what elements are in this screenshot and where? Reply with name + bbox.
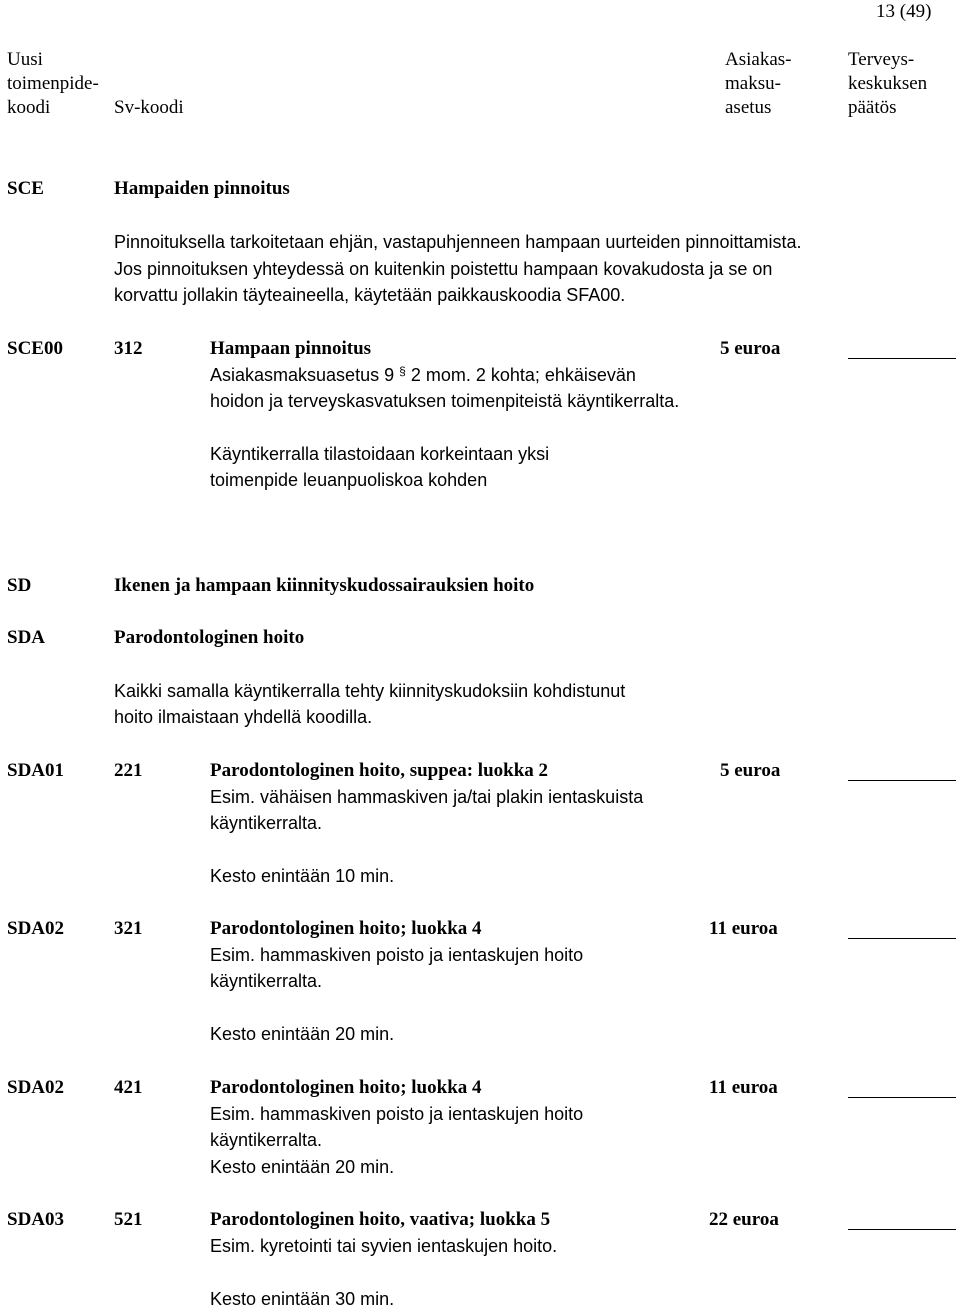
header-new-code-line2: toimenpide- <box>7 73 99 94</box>
entry-code: SCE00 <box>7 338 63 359</box>
entry-code: SDA01 <box>7 760 65 781</box>
decision-blank-line <box>848 1097 956 1098</box>
entry-title: Parodontologinen hoito; luokka 4 <box>210 1077 482 1098</box>
decision-blank-line <box>848 358 956 359</box>
entry-title: Parodontologinen hoito, suppea: luokka 2 <box>210 760 549 781</box>
section-code-sd: SD <box>7 575 32 596</box>
entry-legal-reference: Asiakasmaksuasetus 9 § 2 mom. 2 kohta; ehkäisevän <box>210 364 636 385</box>
entry-code: SDA02 <box>7 1077 65 1098</box>
entry-title: Parodontologinen hoito; luokka 4 <box>210 918 482 939</box>
entry-duration: Kesto enintään 20 min. <box>210 1024 395 1044</box>
entry-fee: 11 euroa <box>709 1077 778 1098</box>
entry-legal-reference-line2: hoidon ja terveyskasvatuksen toimenpiteistä käyntikerralta. <box>210 391 680 411</box>
entry-title: Parodontologinen hoito, vaativa; luokka 5 <box>210 1209 551 1230</box>
entry-example-line1: Esim. hammaskiven poisto ja ientaskujen hoito <box>210 945 584 965</box>
decision-blank-line <box>848 1229 956 1230</box>
sce-description-line3: korvattu jollakin täyteaineella, käytetään paikkauskoodia SFA00. <box>114 285 626 305</box>
entry-code: SDA03 <box>7 1209 65 1230</box>
entry-title: Hampaan pinnoitus <box>210 338 372 359</box>
entry-fee: 5 euroa <box>720 338 781 359</box>
entry-fee: 22 euroa <box>709 1209 779 1230</box>
header-new-code-line3: koodi <box>7 97 51 118</box>
decision-blank-line <box>848 780 956 781</box>
section-code-sce: SCE <box>7 178 44 199</box>
entry-example-line1: Esim. kyretointi tai syvien ientaskujen hoito. <box>210 1236 558 1256</box>
entry-sv-code: 312 <box>114 338 143 359</box>
section-title-sda: Parodontologinen hoito <box>114 627 305 648</box>
page-number: 13 (49) <box>876 1 932 22</box>
entry-note-line1: Käyntikerralla tilastoidaan korkeintaan yksi <box>210 444 550 464</box>
entry-example-line1: Esim. hammaskiven poisto ja ientaskujen hoito <box>210 1104 584 1124</box>
sda-description-line1: Kaikki samalla käyntikerralla tehty kiinnityskudoksiin kohdistunut <box>114 681 626 701</box>
entry-example-line2: käyntikerralta. <box>210 971 323 991</box>
entry-duration: Kesto enintään 30 min. <box>210 1289 395 1309</box>
header-new-code-line1: Uusi <box>7 49 43 70</box>
header-sv-code: Sv-koodi <box>114 97 184 118</box>
entry-example-line2: käyntikerralta. <box>210 1130 323 1150</box>
entry-code: SDA02 <box>7 918 65 939</box>
header-fee-line3: asetus <box>725 97 772 118</box>
sda-description-line2: hoito ilmaistaan yhdellä koodilla. <box>114 707 373 727</box>
entry-fee: 5 euroa <box>720 760 781 781</box>
section-sign: § <box>399 364 406 378</box>
entry-duration: Kesto enintään 20 min. <box>210 1157 395 1177</box>
sce-description-line1: Pinnoituksella tarkoitetaan ehjän, vastapuhjenneen hampaan uurteiden pinnoittamista. <box>114 232 802 252</box>
section-code-sda: SDA <box>7 627 46 648</box>
entry-sv-code: 321 <box>114 918 143 939</box>
entry-fee: 11 euroa <box>709 918 778 939</box>
header-fee-line2: maksu- <box>725 73 781 94</box>
entry-duration: Kesto enintään 10 min. <box>210 866 395 886</box>
section-title-sce: Hampaiden pinnoitus <box>114 178 290 199</box>
section-title-sd: Ikenen ja hampaan kiinnityskudossairauksien hoito <box>114 575 535 596</box>
header-decision-line1: Terveys- <box>848 49 915 70</box>
entry-sv-code: 521 <box>114 1209 143 1230</box>
entry-sv-code: 421 <box>114 1077 143 1098</box>
header-decision-line3: päätös <box>848 97 897 118</box>
entry-sv-code: 221 <box>114 760 143 781</box>
entry-note-line2: toimenpide leuanpuoliskoa kohden <box>210 470 488 490</box>
decision-blank-line <box>848 938 956 939</box>
sce-description-line2: Jos pinnoituksen yhteydessä on kuitenkin poistettu hampaan kovakudosta ja se on <box>114 259 773 279</box>
header-fee-line1: Asiakas- <box>725 49 792 70</box>
entry-example-line1: Esim. vähäisen hammaskiven ja/tai plakin ientaskuista <box>210 787 644 807</box>
header-decision-line2: keskuksen <box>848 73 928 94</box>
entry-example-line2: käyntikerralta. <box>210 813 323 833</box>
